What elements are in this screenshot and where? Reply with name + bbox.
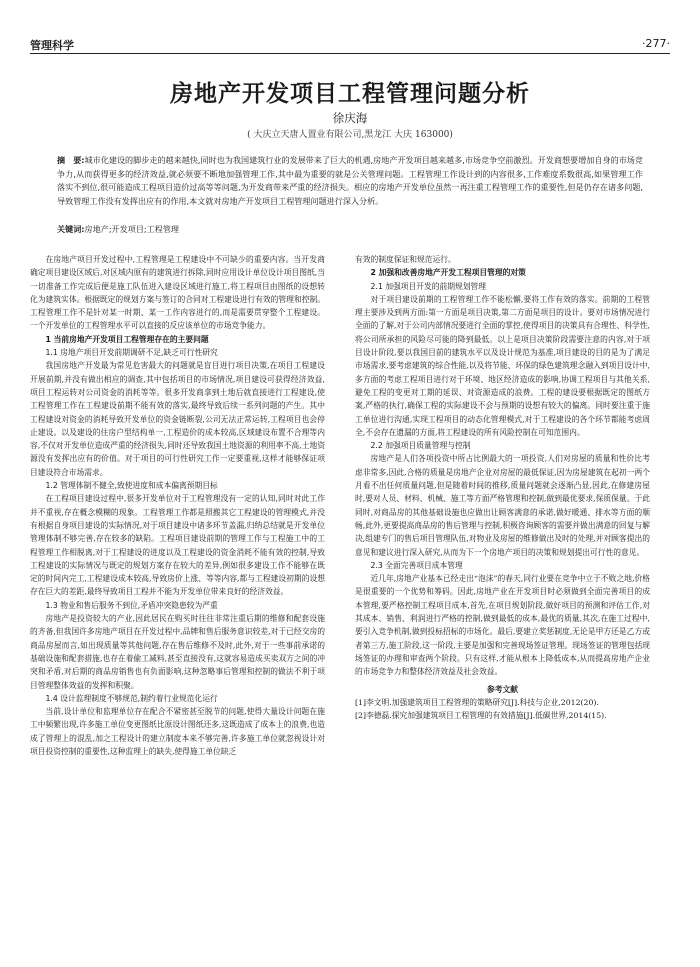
subsection-heading: 1.4 设计监理制度不够规范,制约着行业规范化运行: [45, 693, 218, 703]
body-paragraph: 在工程项目建设过程中,很多开发单位对于工程管理没有一定的认知,同时对此工作并不重视,存在概念模糊的现象。工程管理工作都是照搬其它工程建设的管理模式,并没有根据自身项目建设的实际情况,对于项目建设中诸多环节盖漏,归纳总结就是开发单位管理体制不够完善,存在较多的缺陷。工程项目建设前期的管理工作与工程施工中的工程管理工作相脱离,对于工程建设的进度以及工程建设的资金消耗不能有效的控制,导致工程建设的实际情况与既定的规划方案存在较大的差异,例如很多建设工作不能够在既定的时间内完工,工程建设成本较高,导致房价上涨、等等内容,都与工程建设初期的设想存在巨大的差距,最终导致项目工程并不能为开发单位带来良好的经济效益。: [30, 494, 325, 597]
right-column: [355, 253, 650, 722]
keywords: [57, 224, 643, 235]
page-number: ·277·: [642, 37, 670, 50]
abstract-label: 摘 要:: [57, 155, 85, 165]
reference-entry: [2]李德磊.探究加强建筑项目工程管理的有效措施[J].低碳世界,2014(15).: [355, 711, 607, 721]
body-paragraph: 我国房地产开发最为常见危害最大的问题就是盲目进行项目决策,在项目工程建设开展前期,并没有做出相应的调查,其中包括项目的市场情况,项目建设可获得经济效益,项目工程运转对公司资金的消耗等等。很多开发商拿到土地后就直接进行工程建设,使工程管理工作在工程建设前期不能有效的落实,最终导致后续一系列问题的产生。其中工程建设对资金的消耗导致开发单位的资金链断裂,公司无法正常运转,工程项目也会停止建设。以及建设的住房户型结构单一,工程造价的成本较高,区域建设布置不合理等内容,不仅对开发单位造成严重的经济损失,同时还导致我国土地资源的利用率不高,土地资源没有发挥出应有的价值。对于项目的可行性研究工作一定要重视,这样才能够保证项目建设符合市场需求。: [30, 361, 325, 477]
reference-entry: [1]李文明.加强建筑项目工程管理的策略研究[J].科技与企业,2012(20).: [355, 697, 599, 707]
author-name: 徐庆海: [332, 111, 368, 125]
subsection-heading: 2.2 加强项目质量管理与控制: [370, 441, 471, 451]
running-header: [30, 33, 670, 54]
keywords-label: 关键词:: [57, 224, 85, 234]
body-paragraph: 房地产是人们各项投资中所占比例最大的一项投资,人们对房屋的质量和性价比考虑非常多,因此,合格的质量是房地产企业对房屋的最低保证,因为房屋建筑在起初一两个月看不出任何质量问题,但是随着时间的推移,质量问题就会逐渐凸显,因此,在修建房屋时,要对人员、材料、机械、施工等方面严格管理和控制,做到最优要求,保质保量。于此同时,对商品房的其他基础设施也应做出让顾客满意的承诺,做好暖通、排水等方面的顺畅,此外,更要提高商品房的售后管理与控制,积极咨询顾客的需要并做出满意的回复与解决,组建专门的售后项目管理队伍,对物业及房屋的维修做出及时的处理,并对顾客提出的意见和建议进行深入研究,从而为下一个房地产项目的决策和规划提出可行性的意见。: [355, 454, 650, 557]
references-heading: 参考文献: [486, 684, 518, 694]
author-affiliation: ( 大庆立天唐人置业有限公司,黑龙江 大庆 163000): [247, 130, 453, 140]
paper-title: 房地产开发项目工程管理问题分析: [170, 81, 530, 107]
body-paragraph: 在房地产项目开发过程中,工程管理是工程建设中不可缺少的重要内容。当开发商确定项目建设区域后,对区域内原有的建筑进行拆除,同时应用设计单位设计项目图纸,当一切准备工作完成后便是施工队伍进入建设区域进行施工,将工程项目由图纸的设想转化为建筑实体。根据既定的规划方案与签订的合同对工程建设进行有效的管理和控制。工程管理工作不是针对某一时期、某一工作内容进行的,而是需要贯穿整个工程建设。一个开发单位的工程管理水平可以直接的反应该单位的市场竞争能力。: [30, 255, 325, 331]
left-column: [30, 253, 325, 758]
subsection-heading: 2.1 加强项目开发的前期规划管理: [370, 281, 487, 291]
abstract-text: 城市化建设的脚步走的越来越快,同时也为我国建筑行业的发展带来了巨大的机遇,房地产开发项目越来越多,市场竞争空前激烈。开发商想要增加自身的市场竞争力,从而获得更多的经济效益,就必须要不断地加强管理工作,其中最为重要的就是公关管理问题。工程管理工作设计到的内容很多,工作难度系数很高,如果管理工作落实不到位,很可能造成工程项目造价过高等等问题,为开发商带来严重的经济损失。相应的房地产开发单位虽然一再注重工程管理工作的重要性,但是仍存在诸多问题,导致管理工作没有发挥出应有的作用,本文就对房地产开发项目工程管理问题进行深入分析。: [57, 155, 643, 206]
journal-name: 管理科学: [30, 39, 74, 52]
body-paragraph: 房地产是投资较大的产业,因此居民在购买时往往非常注重后期的维修和配套设施的齐备,但我国许多房地产项目在开发过程中,品牌和售后服务意识较差,对于已经交房的商品房屋而言,如出现质量等其他问题,存在售后维修不及时,此外,对于一些事前承诺的基础设施和配套措施,也存在着偷工减料,甚至直接没有,这就容易造成买卖双方之间的冲突和矛盾,对后期的商品房销售也有负面影响,这种忽略事后管理和控制的做法不利于项目管理整体效益的发挥和积聚。: [30, 614, 325, 690]
body-paragraph: 当前,设计单位和监理单位存在配合不紧密甚至脱节的问题,使得大量设计问题在施工中频繁出现,许多施工单位变更图纸比原设计图纸还多,这既造成了成本上的浪费,也造成了管理上的混乱,加之工程设计的建立制度本来不够完善,许多施工单位就忽视设计对项目投资控制的重要性,这种监理上的缺失,使得施工单位缺乏: [30, 707, 325, 756]
keywords-text: 房地产;开发项目;工程管理: [84, 224, 180, 234]
body-paragraph-continued: 有效的制度保证和规范运行。: [355, 255, 456, 264]
section-heading: 1 当前房地产开发项目工程管理存在的主要问题: [45, 334, 209, 344]
subsection-heading: 1.1 房地产项目开发前期调研不足,缺乏可行性研究: [45, 348, 218, 358]
subsection-heading: 2.3 全面完善项目成本管理: [370, 560, 463, 570]
subsection-heading: 1.2 管理体制不健全,致使进度和成本偏离预期目标: [45, 481, 218, 491]
body-paragraph: 近几年,房地产业基本已经走出“泡沫”的春天,同行业要在竞争中立于不败之地,价格是很重要的一个优势和筹码。因此,房地产业在开发项目时必须做到全面完善项目的成本管理,要严格控制工程项目成本,首先,在项目规划阶段,做好项目的预测和评估工作,对其成本、销售、利润进行严格的控制,做到最低的成本,最优的质量,其次,在施工过程中,要引入竞争机制,做到投标招标的市场化。最后,要建立奖惩制度,无论是甲方还是乙方或者第三方,施工阶段,这一阶段,主要是加强和完善现场签证管理。现场签证的管理包括现场签证的办理和审查两个阶段。只有这样,才能从根本上降低成本,从而提高房地产企业的市场竞争力和整体经济效益及社会效益。: [355, 574, 650, 677]
body-paragraph: 对于项目建设前期的工程管理工作不能松懈,要将工作有效的落实。前期的工程管理主要涉及到两方面:第一方面是项目决策,第二方面是项目的设计。要对市场情况进行全面的了解,对于公司内部情况要进行全面的掌控,使得项目的决策具有合理性、科学性,将公司所承担的风险尽可能的降到最低。以上是项目决策阶段需要注意的内容,对于项目设计阶段,要以我国目前的建筑水平以及设计规范为基准,项目建设的目的是为了满足市场需求,要考虑建筑的综合性能,以及将节能、环保的绿色建筑理念融入到项目设计中,多方面的考虑工程项目进行对于环境、地区经济造成的影响,协调工程项目与其他关系,避免工程的变更对工期的延误、对资源造成的浪费。工程的建设要根据既定的图纸方案,严格的执行,确保工程的实际建设不会与预期的设想有较大的偏离。同时要注重于施工单位进行沟通,实现工程项目的动态化管理模式,对于工程建设的各个环节都能考虑周全,不会存在遗漏的方面,将工程建设的所有风险控制在可知范围内。: [355, 294, 650, 437]
subsection-heading: 1.3 物业和售后服务不到位,矛盾冲突隐患较为严重: [45, 600, 218, 610]
abstract: [57, 154, 643, 208]
section-heading: 2 加强和改善房地产开发工程项目管理的对策: [370, 268, 526, 278]
